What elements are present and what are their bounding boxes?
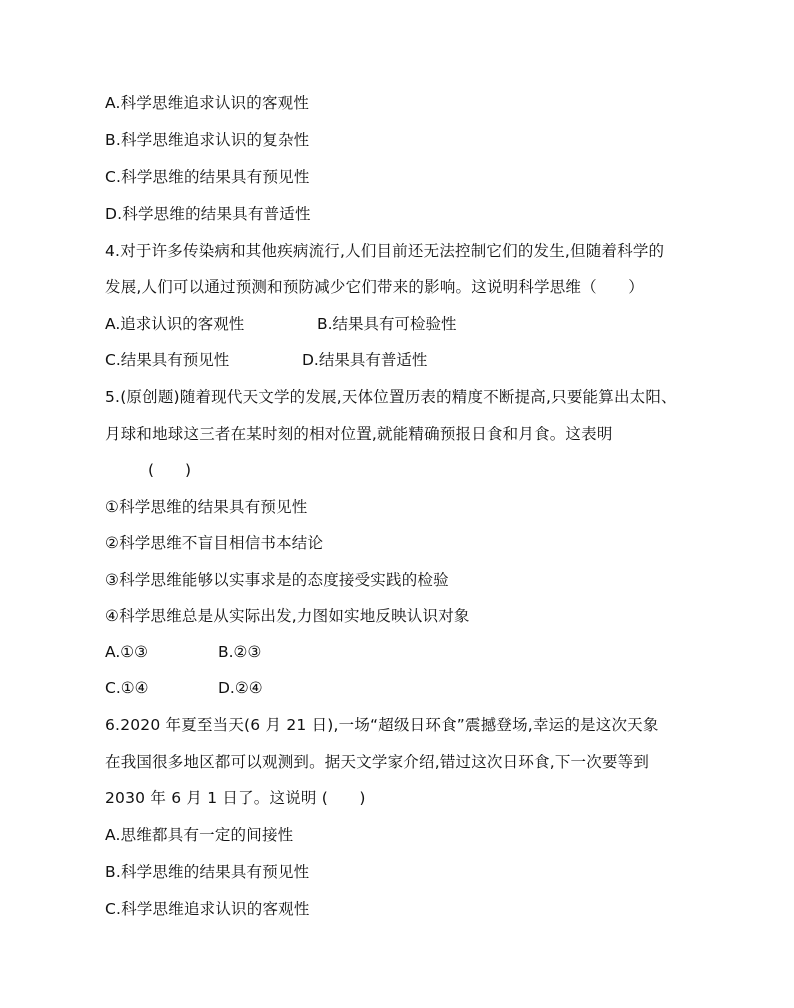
q6-option-c: C.科学思维追求认识的客观性 [105, 900, 310, 918]
q4-option-d: D.结果具有普适性 [302, 351, 428, 369]
q5-option-c: C.①④ [105, 679, 149, 697]
q6-stem-line3: 2030 年 6 月 1 日了。这说明 ( ) [105, 789, 366, 807]
q6-stem-line2: 在我国很多地区都可以观测到。据天文学家介绍,错过这次日环食,下一次要等到 [105, 753, 650, 771]
q6-option-b: B.科学思维的结果具有预见性 [105, 863, 310, 881]
q3-option-c: C.科学思维的结果具有预见性 [105, 168, 310, 186]
q3-option-a: A.科学思维追求认识的客观性 [105, 94, 310, 112]
q5-item-1: ①科学思维的结果具有预见性 [105, 498, 308, 516]
q5-stem-line1: 5.(原创题)随着现代天文学的发展,天体位置历表的精度不断提高,只要能算出太阳、 [105, 388, 677, 406]
q6-option-a: A.思维都具有一定的间接性 [105, 826, 294, 844]
q4-option-a: A.追求认识的客观性 [105, 315, 245, 333]
q5-item-4: ④科学思维总是从实际出发,力图如实地反映认识对象 [105, 607, 470, 625]
q6-stem-line1: 6.2020 年夏至当天(6 月 21 日),一场“超级日环食”震撼登场,幸运的是这次天象 [105, 716, 659, 734]
q5-option-a: A.①③ [105, 643, 149, 661]
q5-option-d: D.②④ [218, 679, 263, 697]
q4-option-c: C.结果具有预见性 [105, 351, 230, 369]
q5-item-3: ③科学思维能够以实事求是的态度接受实践的检验 [105, 571, 449, 589]
q5-option-b: B.②③ [218, 643, 262, 661]
q5-item-2: ②科学思维不盲目相信书本结论 [105, 534, 324, 552]
q4-option-b: B.结果具有可检验性 [317, 315, 457, 333]
q4-stem-line1: 4.对于许多传染病和其他疾病流行,人们目前还无法控制它们的发生,但随着科学的 [105, 242, 665, 260]
q3-option-b: B.科学思维追求认识的复杂性 [105, 131, 310, 149]
q4-stem-line2: 发展,人们可以通过预测和预防减少它们带来的影响。这说明科学思维（ ） [105, 278, 644, 296]
q3-option-d: D.科学思维的结果具有普适性 [105, 205, 311, 223]
q5-answer-paren: ( ) [148, 461, 192, 479]
q5-stem-line2: 月球和地球这三者在某时刻的相对位置,就能精确预报日食和月食。这表明 [105, 425, 613, 443]
